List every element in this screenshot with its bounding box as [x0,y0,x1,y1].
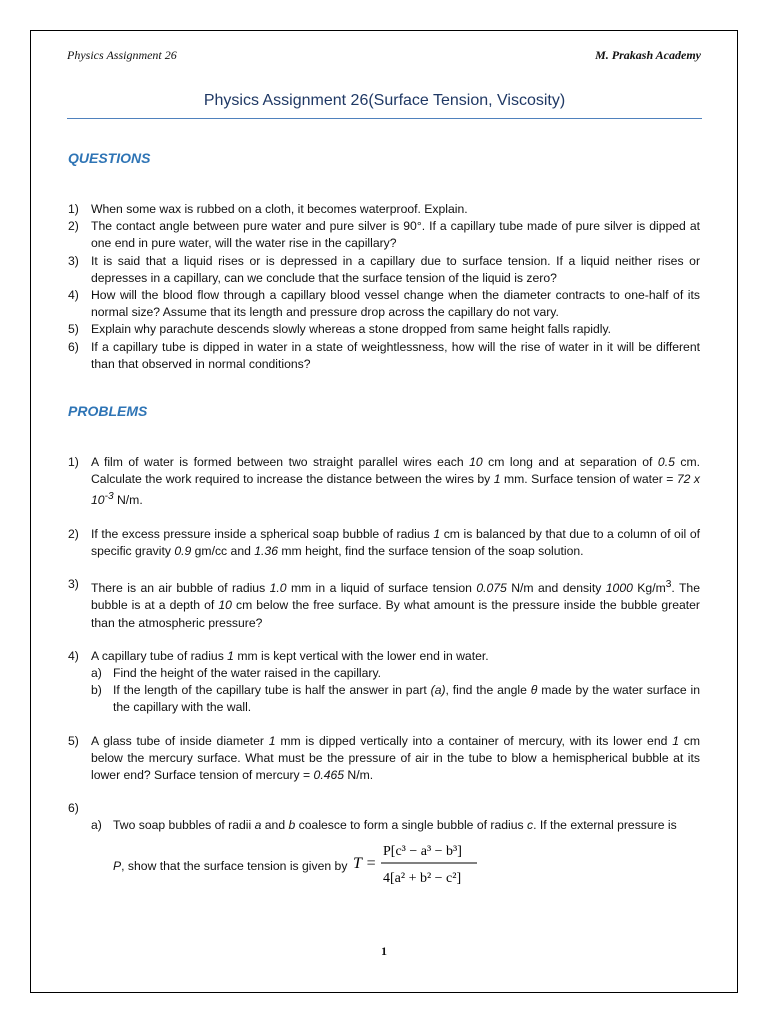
problem-item: 4) A capillary tube of radius 1 mm is kept vertical with the lower end in water. a) Find the height of the water raised in the capillary. b) If the length of the capillary tube is half the answer in part (a), find the angle θ made by the water surface in the capillary with the wall. [68,648,700,717]
question-item: 6) If a capillary tube is dipped in water in a state of weightlessness, how will the rise of water in it will be different than that observed in normal conditions? [68,339,700,371]
sub-item: a) Two soap bubbles of radii a and b coalesce to form a single bubble of radius c. If the external pressure is [91,818,677,833]
surface-tension-formula [353,837,483,896]
problem-item: 2) If the excess pressure inside a spherical soap bubble of radius 1 cm is balanced by that due to a column of oil of specific gravity 0.9 gm/cc and 1.36 mm height, find the surface tension of the soap solution. [68,526,701,558]
header-left: Physics Assignment 26 [67,48,177,62]
formula-numerator: P[c³ − a³ − b³] [383,843,463,859]
formula-graphic [353,837,483,891]
problem-item: 6) [68,801,79,816]
problems-heading: PROBLEMS [68,403,148,419]
problems-list [68,454,700,896]
questions-heading: QUESTIONS [68,150,151,166]
sub-item: b) If the length of the capillary tube is half the answer in part (a), find the angle θ made by the water surface in the capillary with the wall. [91,683,701,715]
questions-list [68,201,700,373]
question-item: 3) It is said that a liquid rises or is depressed in a capillary due to surface tension. If a liquid neither rises or depresses in a capillary, can we conclude that the surface tension of the liquid is zero? [68,253,700,285]
question-item: 4) How will the blood flow through a capillary blood vessel change when the diameter contracts to one-half of its normal size? Assume that its length and pressure drop across the capillary do not vary. [68,288,700,320]
problem-item: 1) A film of water is formed between two straight parallel wires each 10 cm long and at separation of 0.5 cm. Calculate the work required to increase the distance between the wires by 1 mm. Surface tension of water = 72 x $10^{-3}$ N/m. [68,455,700,508]
page-title-text: Physics Assignment 26(Surface Tension, Viscosity) [203,92,566,109]
question-item: 1) When some wax is rubbed on a cloth, it becomes waterproof. Explain. [68,202,468,216]
page-number: 1 [381,944,387,958]
question-item: 2) The contact angle between pure water and pure silver is 90°. If a capillary tube made of pure silver is dipped at one end in pure water, will the water rise in the capillary? [68,219,700,251]
title-underline [67,118,702,119]
problem-item: 5) A glass tube of inside diameter 1 mm is dipped vertically into a container of mercury, with its lower end 1 cm below the mercury surface. What must be the pressure of air in the tube to blow a hemispherical bubble at its lower end? Surface tension of mercury = 0.465 N/m. [68,733,700,782]
sub-item: a) Find the height of the water raised in the capillary. [91,665,382,680]
formula-row: P, show that the surface tension is given by T = P[c³ − a³ − b³] 4[a² + b² − c²] [113,837,700,896]
formula-lhs: T = [353,854,377,872]
problem-item: 3) There is an air bubble of radius 1.0 mm in a liquid of surface tension 0.075 N/m and density 1000 $Kg/m^3$. The bubble is at a depth of 10 cm below the free surface. By what amount is the pressure inside the bubble greater than the atmospheric pressure? [68,577,700,630]
formula-denominator: 4[a² + b² − c²] [383,870,462,886]
page-title [67,92,702,110]
header-right: M. Prakash Academy [595,48,701,62]
question-item: 5) Explain why parachute descends slowly whereas a stone dropped from same height falls rapidly. [68,322,612,337]
